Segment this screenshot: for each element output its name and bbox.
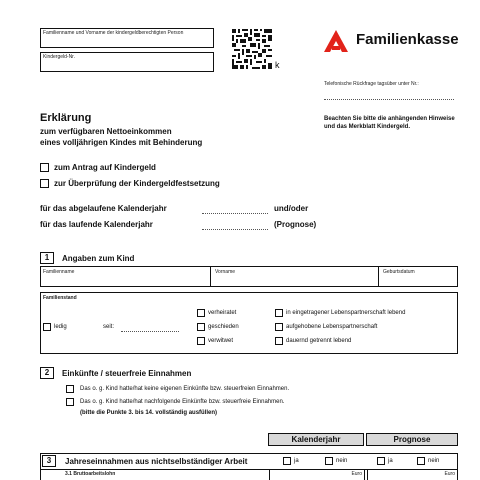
checkbox[interactable] — [43, 323, 51, 331]
vorname-input[interactable] — [211, 267, 379, 286]
prognose-nein[interactable] — [417, 457, 439, 465]
checkbox[interactable] — [197, 323, 205, 331]
checkbox[interactable] — [66, 385, 74, 393]
checkbox[interactable] — [417, 457, 425, 465]
familienstand-verwitwet[interactable] — [197, 337, 233, 345]
purpose-option-antrag-label: zum Antrag auf Kindergeld — [54, 163, 156, 172]
getrennt-label: dauernd getrennt lebend — [286, 337, 352, 344]
child-name-row — [40, 266, 458, 287]
section-3-title: Jahreseinnahmen aus nichtselbständiger Arbeit — [65, 457, 248, 466]
lp-lebend-label: in eingetragener Lebenspartnerschaft lebend — [286, 309, 406, 316]
period-prognose: (Prognose) — [274, 220, 317, 229]
notice-text: Beachten Sie bitte die anhängenden Hinweise und das Merkblatt Kindergeld. — [324, 116, 455, 130]
kalenderjahr-ja[interactable] — [283, 457, 299, 465]
bruttoarbeitslohn-row — [40, 470, 458, 480]
section-3-number: 3 — [42, 455, 56, 467]
bruttoarbeitslohn-kalenderjahr-input[interactable] — [269, 470, 365, 480]
purpose-option-pruefung[interactable] — [40, 179, 220, 188]
familienstand-label: Familienstand — [43, 295, 77, 301]
phone-input[interactable] — [324, 94, 454, 100]
section-1-number: 1 — [40, 252, 54, 264]
phone-label: Telefonische Rückfrage tagsüber unter Nr.: — [324, 81, 419, 87]
bruttoarbeitslohn-prognose-input[interactable] — [367, 470, 457, 480]
familienkasse-logo-icon — [323, 29, 349, 53]
kalenderjahr-nein[interactable] — [325, 457, 347, 465]
familienstand-ledig[interactable] — [43, 323, 67, 331]
section-2-header — [40, 367, 191, 379]
checkbox[interactable] — [197, 337, 205, 345]
lp-aufgehoben-label: aufgehobene Lebenspartnerschaft — [286, 323, 378, 330]
section-2-number: 2 — [40, 367, 54, 379]
bruttoarbeitslohn-label: 3.1 Bruttoarbeitslohn — [65, 471, 116, 477]
period-past-label: für das abgelaufene Kalenderjahr — [40, 204, 167, 213]
section-1-header — [40, 252, 134, 264]
seit-input[interactable] — [121, 325, 179, 332]
kalenderjahr-nein-label: nein — [336, 457, 348, 464]
section-3-row — [40, 453, 458, 470]
checkbox[interactable] — [40, 163, 49, 172]
checkbox[interactable] — [66, 398, 74, 406]
kindergeld-nr-label: Kindergeld-Nr. — [43, 54, 75, 60]
familienstand-lp-aufgehoben[interactable] — [275, 323, 377, 331]
checkbox[interactable] — [377, 457, 385, 465]
geschieden-label: geschieden — [208, 323, 239, 330]
verwitwet-label: verwitwet — [208, 337, 234, 344]
seit-label: seit: — [103, 324, 115, 330]
familienstand-lp-lebend[interactable] — [275, 309, 405, 317]
page-subtitle-1: zum verfügbaren Nettoeinkommen — [40, 127, 172, 136]
familienstand-geschieden[interactable] — [197, 323, 239, 331]
vorname-label: Vorname — [215, 269, 236, 275]
kalenderjahr-ja-label: ja — [294, 457, 299, 464]
section-2-option-none[interactable] — [66, 385, 289, 393]
section-2-note: (bitte die Punkte 3. bis 14. vollständig ausfüllen) — [80, 410, 218, 416]
period-current-label: für das laufende Kalenderjahr — [40, 220, 153, 229]
geburtsdatum-label: Geburtsdatum — [383, 269, 415, 275]
section-1-title: Angaben zum Kind — [62, 253, 135, 263]
prognose-nein-label: nein — [428, 457, 440, 464]
period-andor: und/oder — [274, 204, 309, 213]
prognose-ja[interactable] — [377, 457, 393, 465]
familienstand-box — [40, 292, 458, 354]
euro-label-prognose: Euro — [444, 471, 455, 477]
brand-name: Familienkasse — [356, 31, 459, 48]
column-header-prognose: Prognose — [366, 433, 458, 446]
page-title: Erklärung — [40, 112, 92, 124]
checkbox[interactable] — [325, 457, 333, 465]
name-field[interactable] — [40, 28, 214, 48]
geburtsdatum-input[interactable] — [379, 267, 457, 286]
kindergeld-nr-field[interactable] — [40, 52, 214, 72]
section-2-option-income[interactable] — [66, 398, 284, 406]
familienname-input[interactable] — [41, 267, 211, 286]
ledig-label: ledig — [54, 323, 67, 330]
familienname-label: Familienname — [43, 269, 75, 275]
section-2-option-none-label: Das o. g. Kind hatte/hat keine eigenen Einkünfte bzw. steuerfreien Einnahmen. — [80, 385, 290, 392]
verheiratet-label: verheiratet — [208, 309, 237, 316]
section-2-title: Einkünfte / steuerfreie Einnahmen — [62, 368, 192, 378]
checkbox[interactable] — [197, 309, 205, 317]
page-subtitle-2: eines volljährigen Kindes mit Behinderung — [40, 138, 203, 147]
prognose-ja-label: ja — [388, 457, 393, 464]
period-current-input[interactable] — [202, 221, 268, 230]
euro-label-kalenderjahr: Euro — [351, 471, 362, 477]
checkbox[interactable] — [283, 457, 291, 465]
familienstand-getrennt[interactable] — [275, 337, 351, 345]
checkbox[interactable] — [275, 309, 283, 317]
checkbox[interactable] — [275, 337, 283, 345]
period-past-input[interactable] — [202, 205, 268, 214]
barcode-icon — [232, 29, 272, 69]
section-2-option-income-label: Das o. g. Kind hatte/hat nachfolgende Einkünfte bzw. steuerfreie Einnahmen. — [80, 398, 285, 405]
purpose-option-antrag[interactable] — [40, 163, 156, 172]
checkbox[interactable] — [40, 179, 49, 188]
checkbox[interactable] — [275, 323, 283, 331]
familienstand-verheiratet[interactable] — [197, 309, 236, 317]
name-field-label: Familienname und Vorname der kindergeldberechtigten Person — [43, 30, 184, 36]
barcode-suffix: k — [275, 60, 280, 70]
column-header-kalenderjahr: Kalenderjahr — [268, 433, 364, 446]
purpose-option-pruefung-label: zur Überprüfung der Kindergeldfestsetzung — [54, 179, 220, 188]
